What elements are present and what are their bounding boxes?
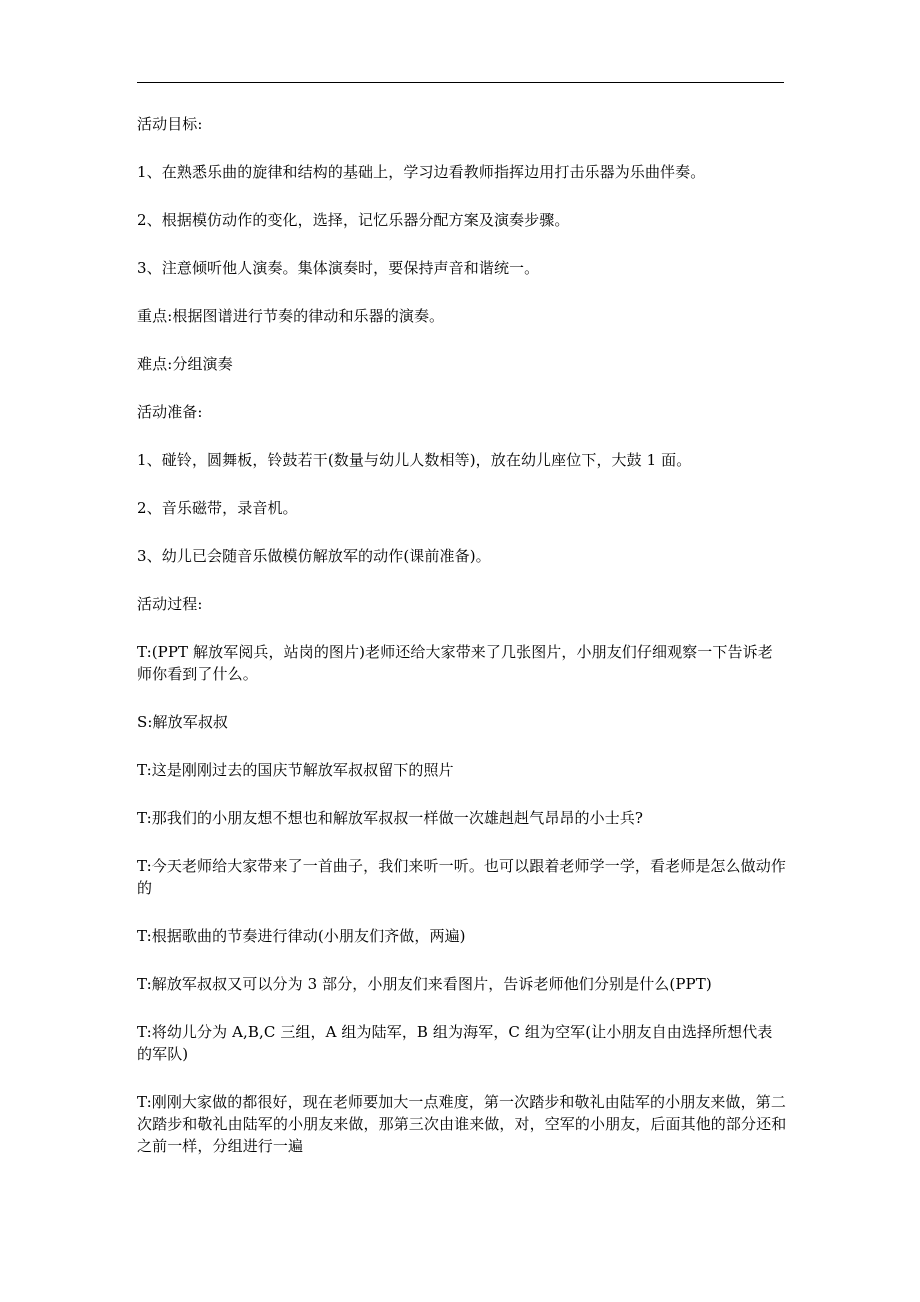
dialogue-line: S:解放军叔叔 bbox=[137, 713, 229, 731]
goal-item-1: 1、在熟悉乐曲的旋律和结构的基础上，学习边看教师指挥边用打击乐器为乐曲伴奏。 bbox=[137, 163, 706, 181]
goal-item-2: 2、根据模仿动作的变化，选择，记忆乐器分配方案及演奏步骤。 bbox=[137, 211, 570, 229]
preparation-item-3: 3、幼儿已会随音乐做模仿解放军的动作(课前准备)。 bbox=[137, 547, 491, 565]
dialogue-line: T:这是刚刚过去的国庆节解放军叔叔留下的照片 bbox=[137, 761, 454, 779]
section-heading-process: 活动过程: bbox=[137, 595, 203, 613]
dialogue-line: T:根据歌曲的节奏进行律动(小朋友们齐做，两遍) bbox=[137, 927, 466, 945]
dialogue-line: T:(PPT 解放军阅兵，站岗的图片)老师还给大家带来了几张图片，小朋友们仔细观察一下告诉老师你看到了什么。 bbox=[137, 643, 773, 683]
difficult-point: 难点:分组演奏 bbox=[137, 355, 233, 373]
dialogue-line: T:今天老师给大家带来了一首曲子，我们来听一听。也可以跟着老师学一学，看老师是怎么做动作的 bbox=[137, 857, 786, 897]
preparation-item-1: 1、碰铃，圆舞板，铃鼓若干(数量与幼儿人数相等)，放在幼儿座位下，大鼓 1 面。 bbox=[137, 451, 692, 469]
preparation-item-2: 2、音乐磁带，录音机。 bbox=[137, 499, 298, 517]
section-heading-goals: 活动目标: bbox=[137, 115, 203, 133]
dialogue-line: T:解放军叔叔又可以分为 3 部分，小朋友们来看图片，告诉老师他们分别是什么(PPT) bbox=[137, 975, 712, 993]
dialogue-line: T:将幼儿分为 A,B,C 三组，A 组为陆军，B 组为海军，C 组为空军(让小朋友自由选择所想代表的军队) bbox=[137, 1023, 773, 1063]
dialogue-line: T:那我们的小朋友想不想也和解放军叔叔一样做一次雄赳赳气昂昂的小士兵? bbox=[137, 809, 644, 827]
document-body bbox=[137, 113, 787, 1183]
goal-item-3: 3、注意倾听他人演奏。集体演奏时，要保持声音和谐统一。 bbox=[137, 259, 540, 277]
key-point: 重点:根据图谱进行节奏的律动和乐器的演奏。 bbox=[137, 307, 445, 325]
dialogue-line: T:刚刚大家做的都很好，现在老师要加大一点难度，第一次踏步和敬礼由陆军的小朋友来做，第二次踏步和敬礼由陆军的小朋友来做，那第三次由谁来做，对，空军的小朋友，后面其他的部分还和之前一样，分组进行一遍 bbox=[137, 1093, 787, 1155]
section-heading-preparation: 活动准备: bbox=[137, 403, 203, 421]
header-rule bbox=[137, 82, 784, 83]
